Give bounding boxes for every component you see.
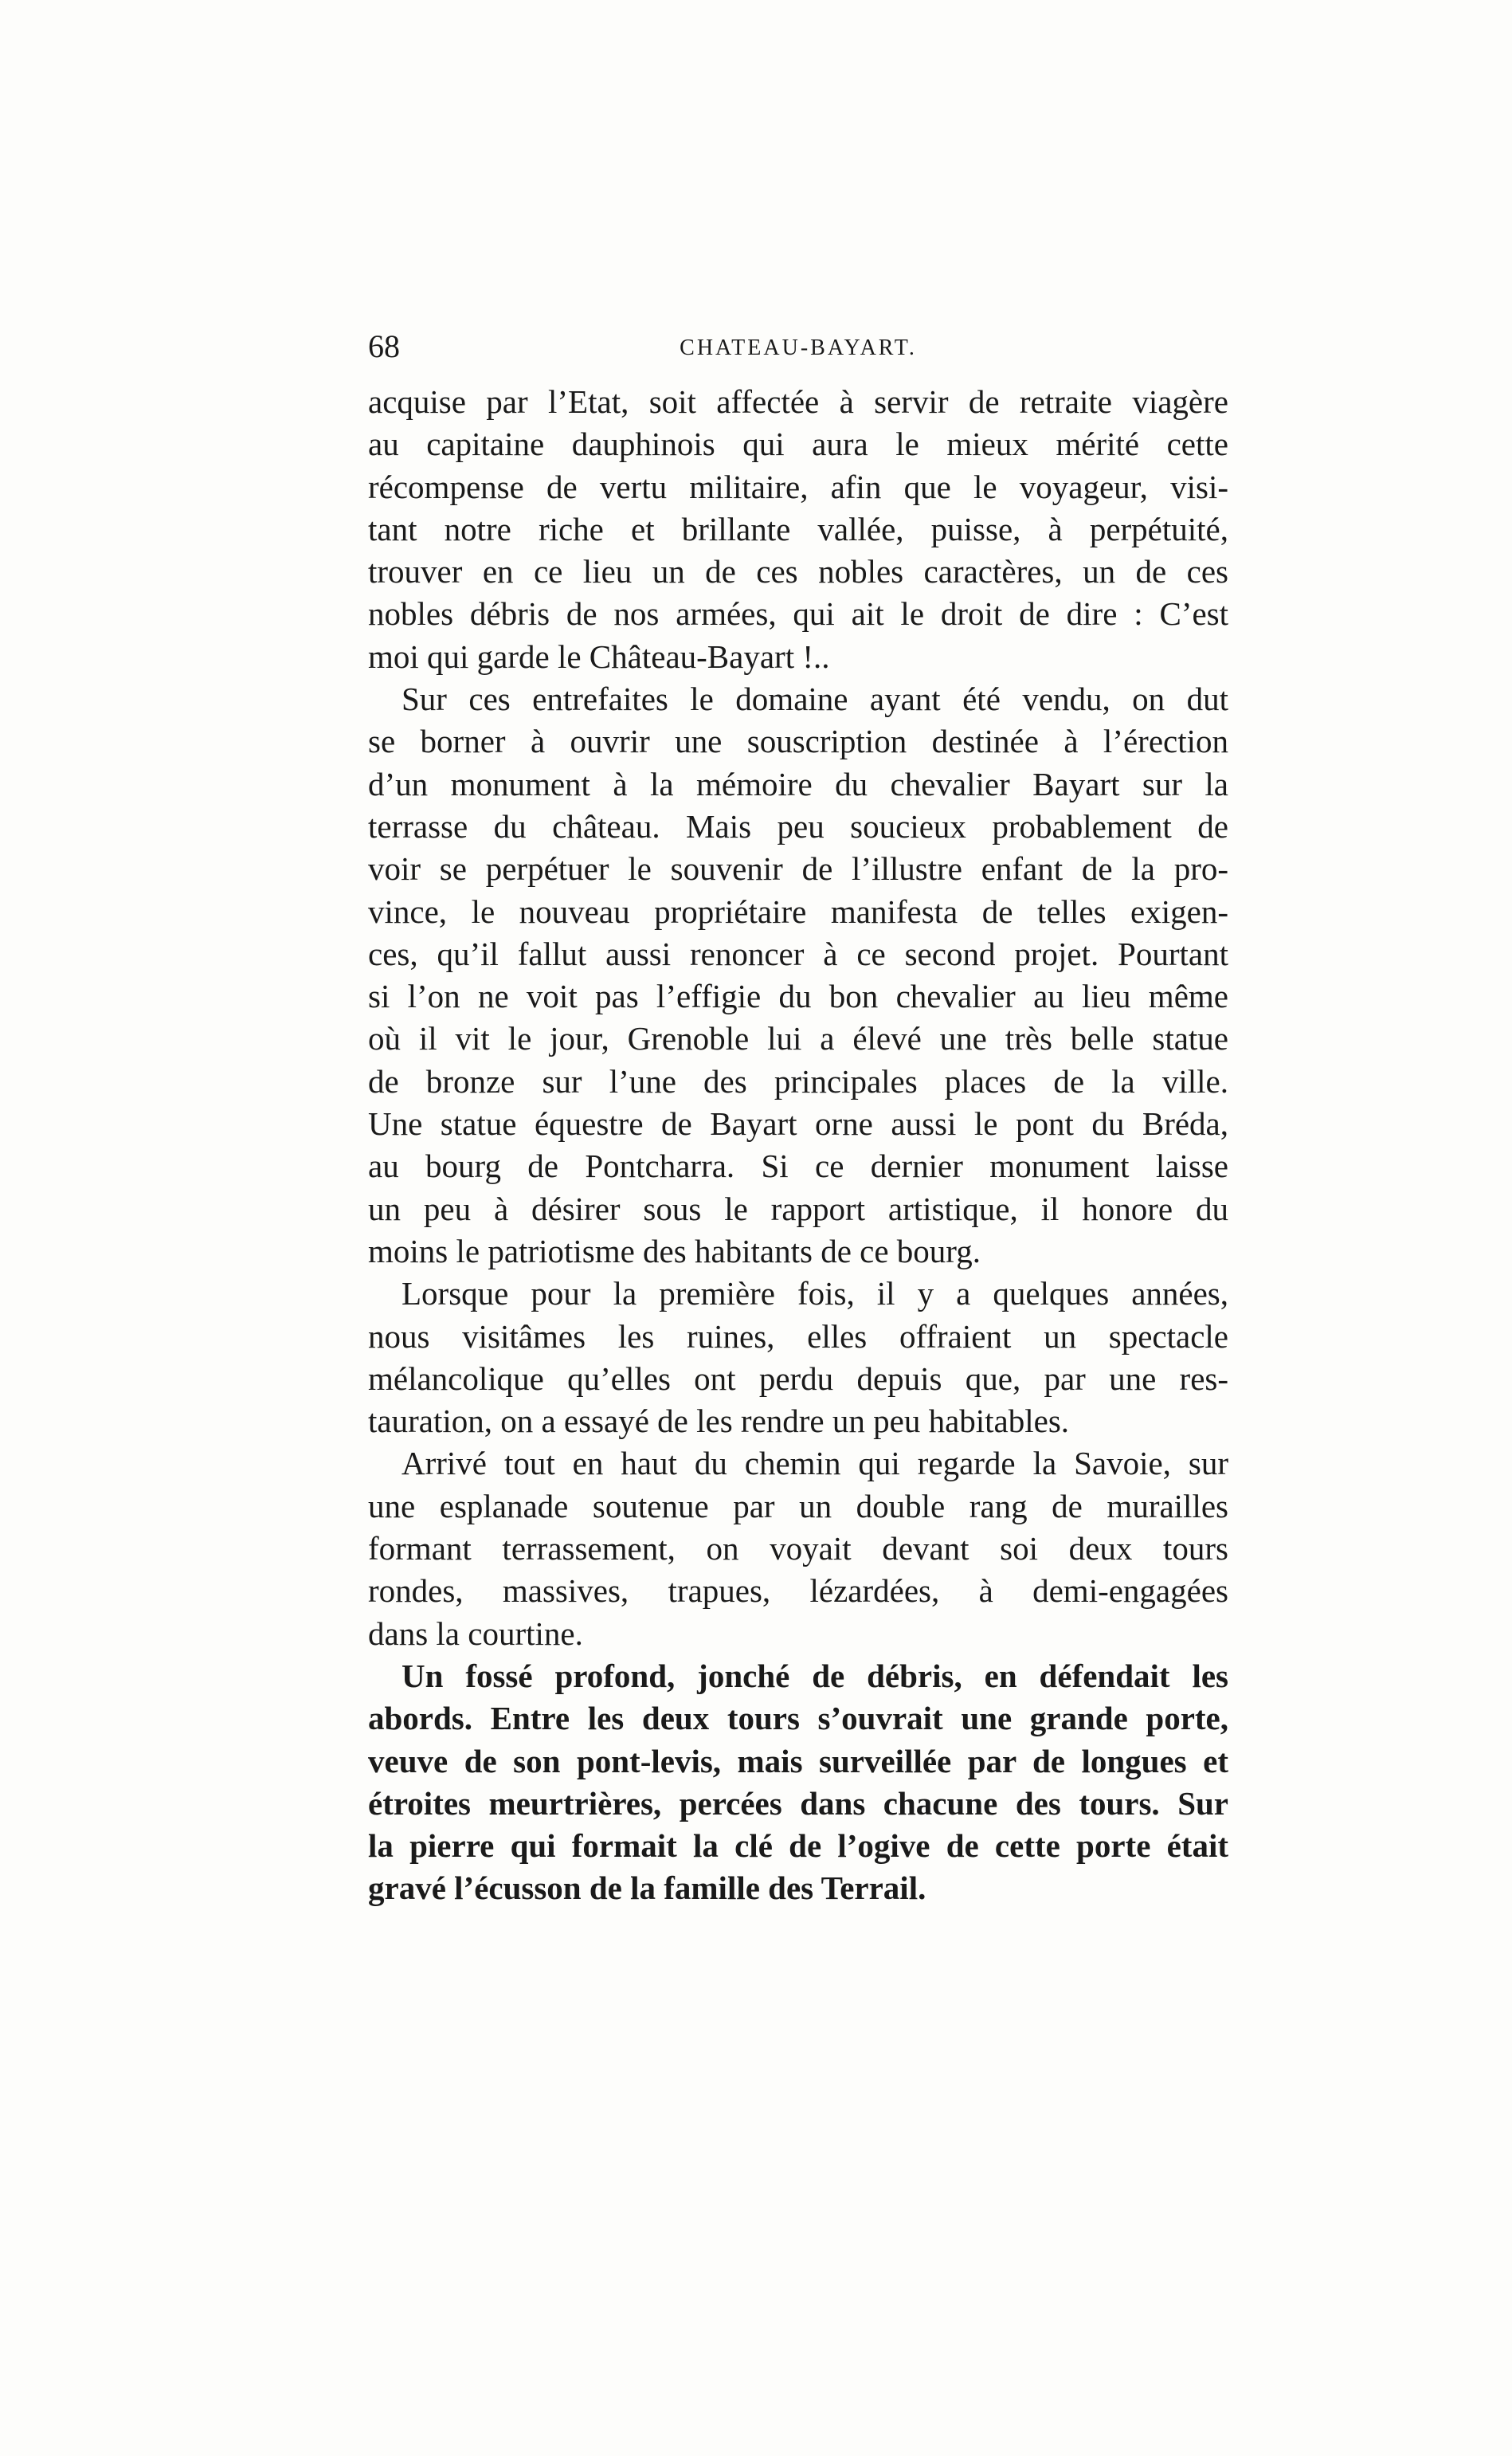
text-line: formant terrassement, on voyait devant soi deux tours — [368, 1530, 1228, 1567]
text-line: acquise par l’Etat, soit affectée à servir de retraite viagère — [368, 383, 1228, 420]
text-line: une esplanade soutenue par un double rang de murailles — [368, 1487, 1228, 1524]
text-line: gravé l’écusson de la famille des Terrail. — [368, 1869, 926, 1907]
text-line: dans la courtine. — [368, 1614, 583, 1652]
page-number: 68 — [368, 328, 400, 364]
text-line: tauration, on a essayé de les rendre un peu habitables. — [368, 1403, 1070, 1440]
text-line: nobles débris de nos armées, qui ait le droit de dire : C’est — [368, 595, 1228, 633]
text-line: se borner à ouvrir une souscription destinée à l’érection — [368, 723, 1228, 760]
text-line: la pierre qui formait la clé de l’ogive de cette porte était — [368, 1827, 1228, 1865]
text-line: Sur ces entrefaites le domaine ayant été vendu, on dut — [402, 681, 1228, 718]
text-line: si l’on ne voit pas l’effigie du bon chevalier au lieu même — [368, 978, 1228, 1015]
text-line: trouver en ce lieu un de ces nobles caractères, un de ces — [368, 553, 1228, 590]
text-line: moins le patriotisme des habitants de ce bourg. — [368, 1232, 981, 1269]
text-line: terrasse du château. Mais peu soucieux probablement de — [368, 807, 1228, 845]
text-line: où il vit le jour, Grenoble lui a élevé une très belle statue — [368, 1020, 1228, 1057]
text-line: rondes, massives, trapues, lézardées, à demi-engagées — [368, 1572, 1228, 1610]
text-line: voir se perpétuer le souvenir de l’illustre enfant de la pro- — [368, 850, 1228, 888]
text-line: vince, le nouveau propriétaire manifesta de telles exigen- — [368, 893, 1228, 930]
text-line: mélancolique qu’elles ont perdu depuis que, par une res- — [368, 1359, 1228, 1397]
text-line: au bourg de Pontcharra. Si ce dernier monument laisse — [368, 1148, 1228, 1185]
text-line: tant notre riche et brillante vallée, puisse, à perpétuité, — [368, 510, 1228, 547]
text-line: d’un monument à la mémoire du chevalier Bayart sur la — [368, 765, 1228, 802]
text-line: récompense de vertu militaire, afin que le voyageur, visi- — [368, 468, 1228, 505]
text-line: ces, qu’il fallut aussi renoncer à ce second projet. Pourtant — [368, 935, 1228, 972]
text-line: abords. Entre les deux tours s’ouvrait une grande porte, — [368, 1700, 1228, 1737]
running-title: CHATEAU-BAYART. — [680, 335, 917, 360]
body-text — [368, 381, 1228, 1910]
text-line: étroites meurtrières, percées dans chacune des tours. Sur — [368, 1784, 1228, 1822]
text-line: Lorsque pour la première fois, il y a quelques années, — [402, 1275, 1228, 1312]
text-line: Une statue équestre de Bayart orne aussi le pont du Bréda, — [368, 1105, 1228, 1143]
text-line: au capitaine dauphinois qui aura le mieux mérité cette — [368, 426, 1228, 463]
text-line: un peu à désirer sous le rapport artistique, il honore du — [368, 1190, 1228, 1227]
text-line: Un fossé profond, jonché de débris, en défendait les — [402, 1657, 1228, 1694]
text-line: veuve de son pont-levis, mais surveillée par de longues et — [368, 1742, 1228, 1779]
running-head — [368, 327, 1228, 367]
text-line: Arrivé tout en haut du chemin qui regarde la Savoie, sur — [402, 1445, 1228, 1482]
text-line: de bronze sur l’une des principales places de la ville. — [368, 1062, 1228, 1100]
text-line: nous visitâmes les ruines, elles offraient un spectacle — [368, 1317, 1228, 1355]
text-line: moi qui garde le Château-Bayart !.. — [368, 638, 830, 675]
